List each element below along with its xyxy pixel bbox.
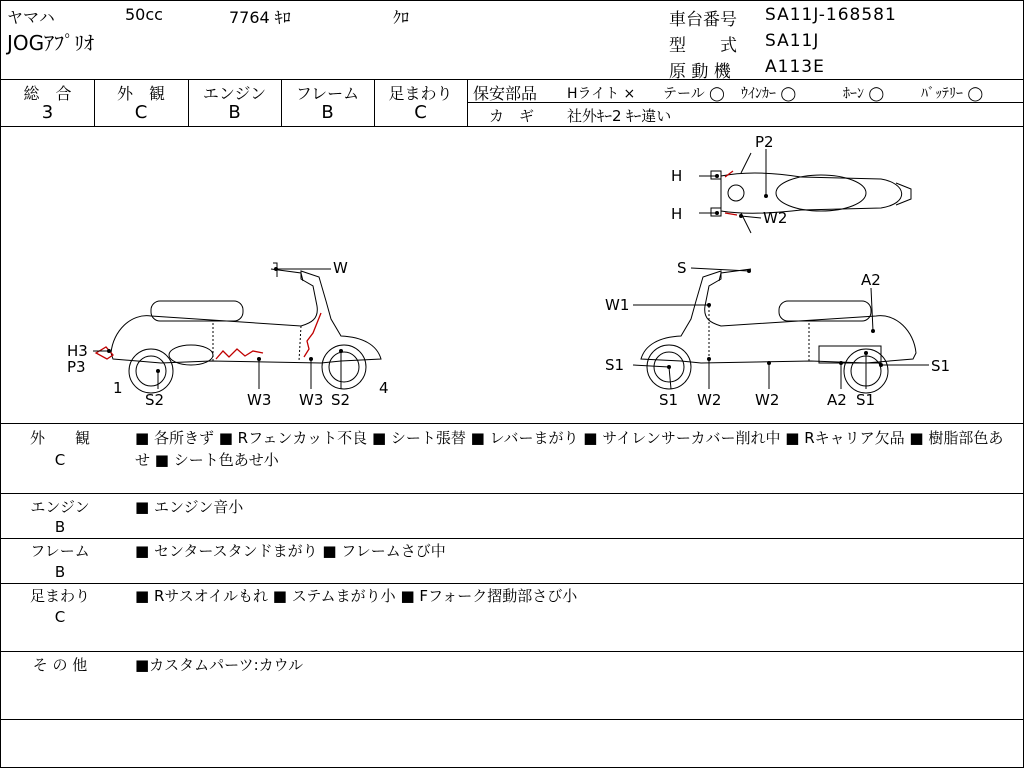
safety-label: 保安部品 bbox=[473, 84, 538, 103]
engine-label: 原 動 機 bbox=[669, 62, 731, 82]
diag-label-s1-bottom-a: S1 bbox=[659, 391, 679, 409]
diag-label-a2-lower: A2 bbox=[827, 391, 847, 409]
safety-winker: ｳｲﾝｶｰ ◯ bbox=[741, 86, 797, 102]
diag-label-w2-b: W2 bbox=[755, 391, 780, 409]
diag-label-p3: P3 bbox=[67, 358, 86, 376]
diag-label-s2-right: S2 bbox=[331, 391, 351, 409]
safety-horn: ﾎｰﾝ ◯ bbox=[843, 86, 885, 102]
diag-label-h-upper: H bbox=[671, 167, 683, 185]
type-label: 型 式 bbox=[669, 36, 737, 56]
grade-label-exterior: 外 観 bbox=[116, 84, 165, 103]
maker: ヤマハ bbox=[7, 8, 55, 27]
top-damage-marks bbox=[725, 171, 737, 215]
damage-diagram bbox=[1, 127, 1023, 423]
right-seat bbox=[779, 301, 871, 321]
diag-label-1: 1 bbox=[113, 379, 123, 397]
grade-label-total: 総 合 bbox=[23, 84, 72, 103]
diag-label-s1-bottom-b: S1 bbox=[856, 391, 876, 409]
diag-label-w3-b: W3 bbox=[299, 391, 324, 409]
grade-value-total: 3 bbox=[41, 102, 54, 123]
top-body bbox=[721, 173, 902, 213]
diag-label-h-lower: H bbox=[671, 205, 683, 223]
mileage: 7764 ｷﾛ bbox=[229, 8, 291, 27]
diag-label-s1-left: S1 bbox=[605, 356, 625, 374]
section-suspension-notes: ■ Rサスオイルもれ ■ ステムまがり小 ■ Fフォーク摺動部さび小 bbox=[135, 587, 578, 605]
section-engine-label: エンジン bbox=[30, 498, 90, 516]
section-suspension-label: 足まわり bbox=[29, 587, 90, 605]
chassis-label: 車台番号 bbox=[669, 10, 737, 30]
leader-lines bbox=[93, 149, 929, 389]
diag-label-w2-a: W2 bbox=[697, 391, 722, 409]
key-label: カ ギ bbox=[489, 107, 535, 125]
section-exterior-label: 外 観 bbox=[29, 429, 90, 447]
section-engine-grade: B bbox=[54, 518, 66, 536]
type-value: SA11J bbox=[765, 31, 820, 51]
model-name: JOGｱﾌﾟﾘｵ bbox=[7, 31, 95, 55]
section-frame-grade: B bbox=[54, 563, 66, 581]
diag-label-a2-upper: A2 bbox=[861, 271, 881, 289]
section-frame-label: フレーム bbox=[30, 542, 90, 560]
top-seat bbox=[776, 175, 866, 211]
displacement: 50cc bbox=[125, 5, 163, 24]
diag-label-w: W bbox=[333, 259, 348, 277]
diag-label-4: 4 bbox=[379, 379, 389, 397]
grade-label-frame: フレーム bbox=[295, 84, 360, 103]
right-muffler bbox=[819, 346, 881, 363]
section-suspension-grade: C bbox=[54, 608, 66, 626]
chassis-value: SA11J-168581 bbox=[765, 5, 897, 25]
section-engine-notes: ■ エンジン音小 bbox=[135, 498, 244, 516]
grade-label-engine: エンジン bbox=[202, 84, 267, 103]
diag-label-p2: P2 bbox=[755, 133, 774, 151]
section-frame-notes: ■ センタースタンドまがり ■ フレームさび中 bbox=[135, 542, 446, 560]
diag-label-w1: W1 bbox=[605, 296, 630, 314]
engine-value: A113E bbox=[765, 57, 825, 77]
section-exterior-notes: ■ 各所きず ■ Rフェンカット不良 ■ シート張替 ■ レバーまがり ■ サイレンサーカバー削れ中 ■ Rキャリア欠品 ■ 樹脂部色あせ ■ シート色あせ小 bbox=[135, 429, 1004, 469]
grade-value-exterior: C bbox=[134, 102, 148, 123]
diag-label-s2-left: S2 bbox=[145, 391, 165, 409]
top-handlebar bbox=[741, 153, 751, 233]
section-other-notes: ■カスタムパーツ:カウル bbox=[135, 656, 304, 674]
top-scooter-drawing bbox=[711, 153, 911, 233]
diag-label-w3-a: W3 bbox=[247, 391, 272, 409]
grade-value-engine: B bbox=[228, 102, 241, 123]
color: ｸﾛ bbox=[393, 8, 410, 27]
grade-value-frame: B bbox=[321, 102, 334, 123]
safety-tail: テール ◯ bbox=[663, 86, 725, 102]
diag-label-w2-top: W2 bbox=[763, 209, 788, 227]
grade-value-suspension: C bbox=[414, 102, 427, 123]
divider bbox=[1, 79, 1023, 80]
left-seat bbox=[151, 301, 243, 321]
safety-battery: ﾊﾞｯﾃﾘｰ ◯ bbox=[921, 86, 984, 102]
grade-label-suspension: 足まわり bbox=[388, 84, 453, 103]
top-headlight bbox=[728, 185, 744, 201]
safety-headlight: Hライト × bbox=[567, 86, 636, 102]
section-exterior-grade: C bbox=[54, 451, 66, 469]
key-value: 社外ｷｰ2 ｷｰ違い bbox=[567, 107, 672, 125]
diag-label-h3: H3 bbox=[67, 342, 88, 360]
diag-label-s1-right: S1 bbox=[931, 357, 951, 375]
diag-label-s: S bbox=[677, 259, 687, 277]
section-other-label: そ の 他 bbox=[32, 656, 88, 674]
